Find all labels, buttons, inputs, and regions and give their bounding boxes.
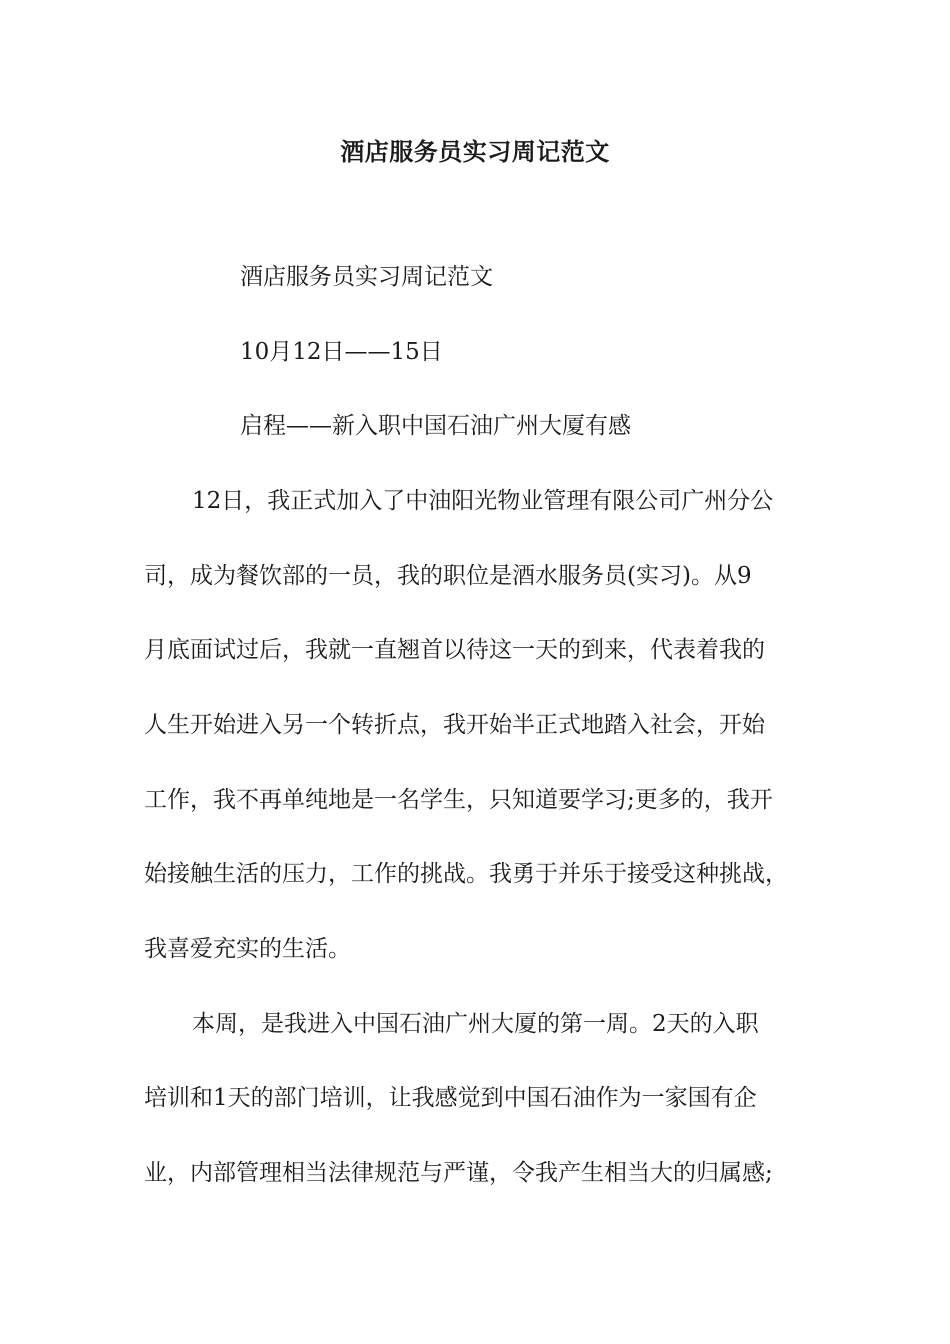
heading-line-subtitle: 启程——新入职中国石油广州大厦有感	[240, 413, 631, 439]
paragraph-line: 人生开始进入另一个转折点，我开始半正式地踏入社会，开始	[144, 712, 765, 738]
heading-line-date: 10月12日——15日	[240, 339, 443, 365]
paragraph-line: 本周，是我进入中国石油广州大厦的第一周。2天的入职	[192, 1011, 759, 1037]
document-title: 酒店服务员实习周记范文	[340, 137, 610, 166]
paragraph-line: 我喜爱充实的生活。	[144, 936, 351, 962]
paragraph-line: 工作，我不再单纯地是一名学生，只知道要学习;更多的，我开	[144, 787, 773, 813]
paragraph-line: 12日，我正式加入了中油阳光物业管理有限公司广州分公	[192, 488, 774, 514]
paragraph-line: 月底面试过后，我就一直翘首以待这一天的到来，代表着我的	[144, 637, 765, 663]
paragraph-line: 司，成为餐饮部的一员，我的职位是酒水服务员(实习)。从9	[144, 563, 752, 589]
paragraph-line: 培训和1天的部门培训，让我感觉到中国石油作为一家国有企	[144, 1085, 757, 1111]
paragraph-line: 始接触生活的压力，工作的挑战。我勇于并乐于接受这种挑战，	[144, 861, 788, 887]
heading-line-title: 酒店服务员实习周记范文	[240, 264, 493, 290]
paragraph-line: 业，内部管理相当法律规范与严谨，令我产生相当大的归属感;	[144, 1160, 773, 1186]
